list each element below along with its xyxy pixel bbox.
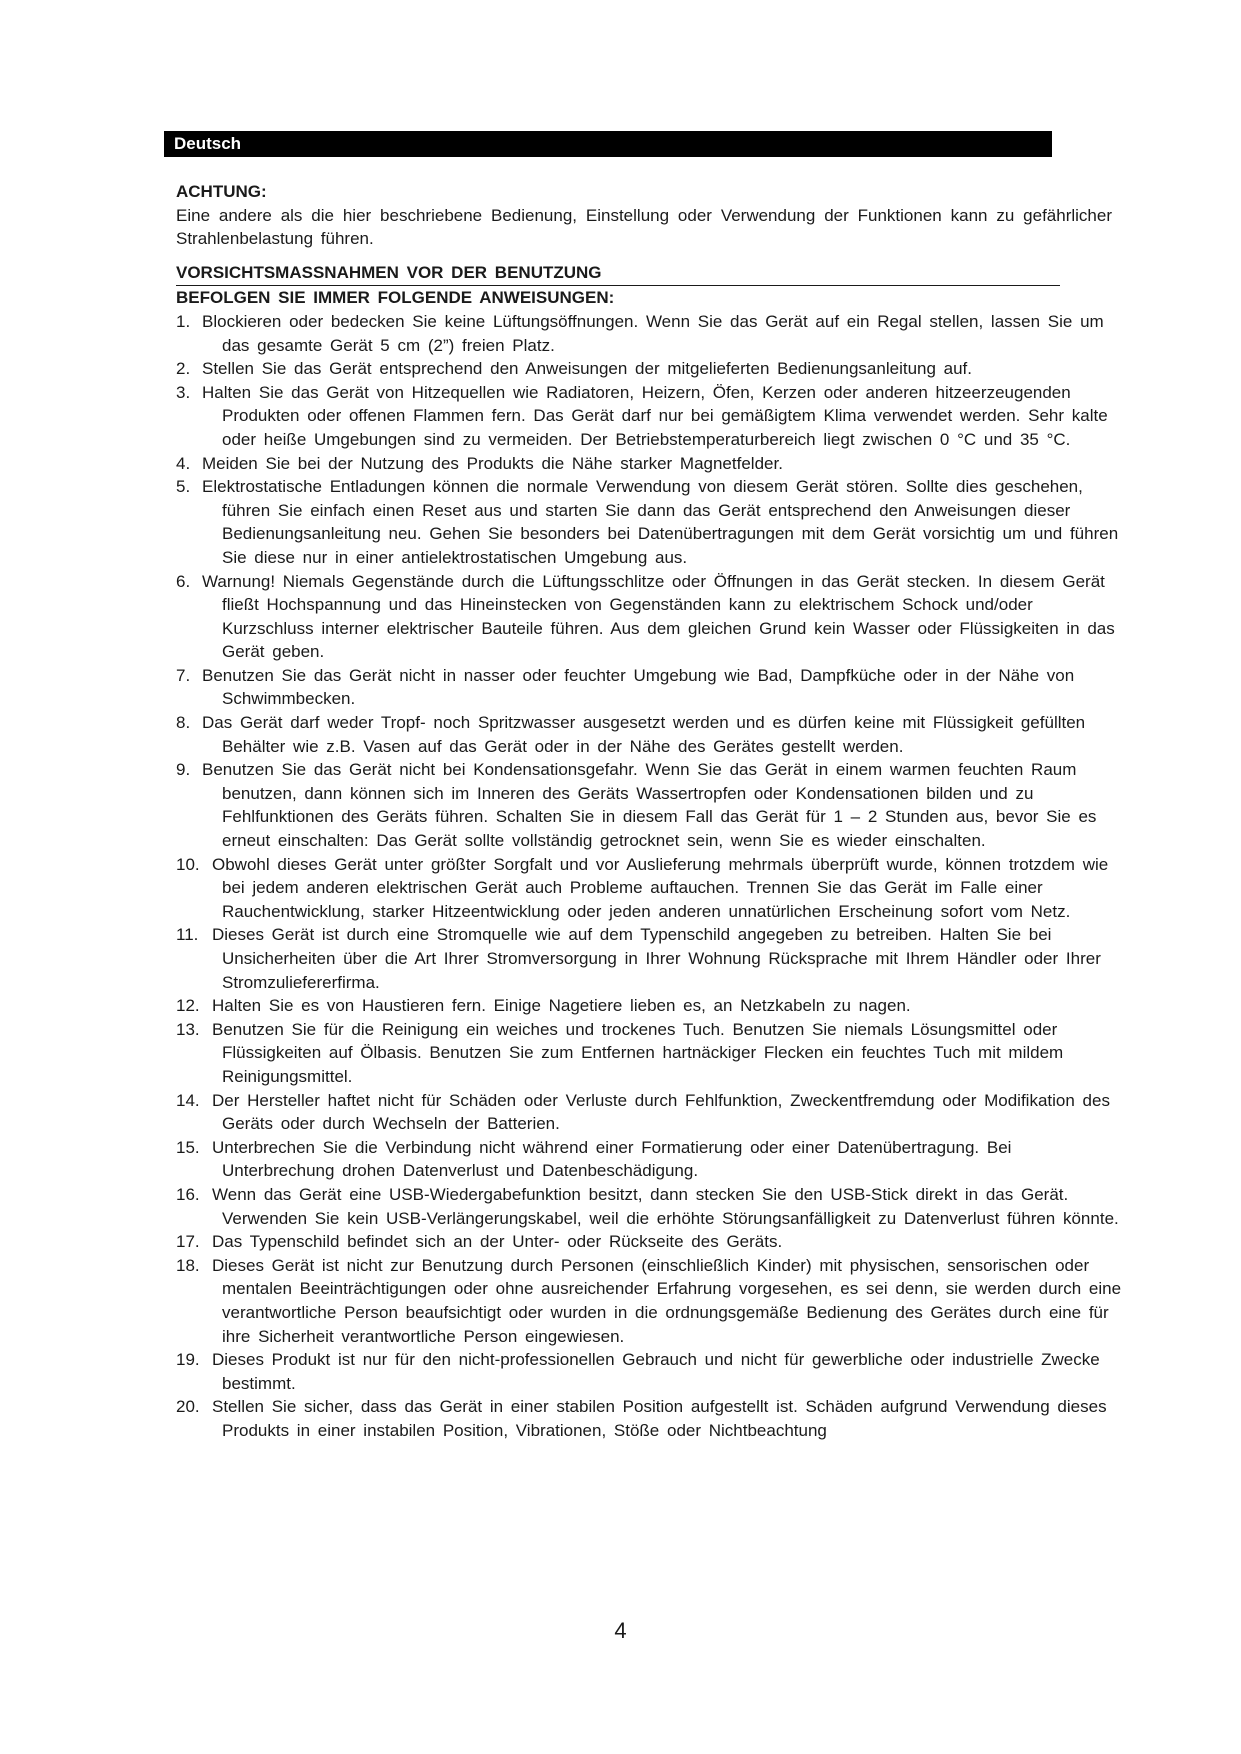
list-item xyxy=(176,1395,1122,1442)
list-item-text: Stellen Sie sicher, dass das Gerät in einer stabilen Position aufgestellt ist. Schäden aufgrund Verwendung dieses Produkts in einer instabilen Position, Vibrationen, Stöße oder Nichtbeachtung xyxy=(212,1397,1107,1440)
list-item xyxy=(176,1230,1122,1254)
list-item-number: 18. xyxy=(176,1255,200,1275)
list-item xyxy=(176,475,1122,569)
list-item-number: 17. xyxy=(176,1232,200,1252)
list-item xyxy=(176,664,1122,711)
list-item-number: 7. xyxy=(176,665,191,685)
list-item-text: Blockieren oder bedecken Sie keine Lüftungsöffnungen. Wenn Sie das Gerät auf ein Regal stellen, lassen Sie um das gesamte Gerät 5 cm (2”) freien Platz. xyxy=(202,311,1104,355)
list-item xyxy=(176,1089,1122,1136)
list-item-text: Dieses Gerät ist nicht zur Benutzung durch Personen (einschließlich Kinder) mit physischen, sensorischen oder mentalen Beeinträchtigungen oder ohne ausreichender Erfahrung vorgesehen, es sei denn, sie werden durch eine verantwortliche Person beaufsichtigt oder wurden in die ordnungsgemäße Bedienung des Gerätes durch eine für ihre Sicherheit verantwortliche Person eingewiesen. xyxy=(212,1255,1122,1346)
list-item-text: Benutzen Sie das Gerät nicht in nasser oder feuchter Umgebung wie Bad, Dampfküche oder in der Nähe von Schwimmbecken. xyxy=(202,665,1075,709)
list-item xyxy=(176,853,1122,924)
list-item xyxy=(176,381,1122,452)
list-item xyxy=(176,1183,1122,1230)
list-item xyxy=(176,452,1122,476)
list-item-number: 15. xyxy=(176,1137,200,1157)
list-item-number: 3. xyxy=(176,382,191,402)
list-item-number: 1. xyxy=(176,311,191,331)
list-item-number: 5. xyxy=(176,477,191,497)
list-item-number: 14. xyxy=(176,1090,200,1110)
list-item-number: 12. xyxy=(176,996,200,1016)
document-body xyxy=(176,180,1122,1442)
page-number: 4 xyxy=(614,1618,627,1643)
list-item-text: Elektrostatische Entladungen können die normale Verwendung von diesem Gerät stören. Sollte dies geschehen, führen Sie einfach einen Reset aus und starten Sie dann das Gerät entsprechend den Anweisungen dieser Bedienungsanleitung neu. Gehen Sie besonders bei Datenübertragungen mit dem Gerät vorsichtig um und führen Sie diese nur in einer antielektrostatischen Umgebung aus. xyxy=(202,477,1119,567)
list-item-text: Wenn das Gerät eine USB-Wiedergabefunktion besitzt, dann stecken Sie den USB-Stick direkt in das Gerät. Verwenden Sie kein USB-Verlängerungskabel, weil die erhöhte Störungsanfälligkeit zu Datenverlust führen könnte. xyxy=(212,1184,1119,1228)
list-item xyxy=(176,570,1122,664)
list-item-number: 8. xyxy=(176,713,191,733)
list-item xyxy=(176,758,1122,852)
list-item-number: 20. xyxy=(176,1397,200,1417)
list-item-text: Dieses Gerät ist durch eine Stromquelle wie auf dem Typenschild angegeben zu betreiben. Halten Sie bei Unsicherheiten über die Art Ihrer Stromversorgung in Ihrer Wohnung Rücksprache mit Ihrem Händler oder Ihrer Stromzuliefererfirma. xyxy=(212,925,1101,992)
list-item-number: 6. xyxy=(176,571,191,591)
list-item-number: 9. xyxy=(176,760,191,780)
list-item-number: 10. xyxy=(176,854,200,874)
list-item-text: Obwohl dieses Gerät unter größter Sorgfalt und vor Auslieferung mehrmals überprüft wurde, können trotzdem wie bei jedem anderen elektrischen Gerät auch Probleme auftauchen. Trennen Sie das Gerät im Falle einer Rauchentwicklung, starker Hitzeentwicklung oder jeden anderen unnatürlichen Erscheinung sofort vom Netz. xyxy=(212,854,1109,921)
section-language-bar: Deutsch xyxy=(164,131,1052,157)
list-item-text: Halten Sie es von Haustieren fern. Einige Nagetiere lieben es, an Netzkabeln zu nagen. xyxy=(212,996,911,1016)
list-item-text: Stellen Sie das Gerät entsprechend den Anweisungen der mitgelieferten Bedienungsanleitung auf. xyxy=(202,359,973,379)
list-item xyxy=(176,1254,1122,1348)
precautions-heading: VORSICHTSMASSNAHMEN VOR DER BENUTZUNG xyxy=(176,261,1060,287)
list-item-number: 16. xyxy=(176,1184,200,1204)
list-item-text: Warnung! Niemals Gegenstände durch die Lüftungsschlitze oder Öffnungen in das Gerät stecken. In diesem Gerät fließt Hochspannung und das Hineinstecken von Gegenständen kann zu elektrischem Schock und/oder Kurzschluss interner elektrischer Bauteile führen. Aus dem gleichen Grund kein Wasser oder Flüssigkeiten in das Gerät geben. xyxy=(202,571,1115,662)
list-item-text: Das Typenschild befindet sich an der Unter- oder Rückseite des Geräts. xyxy=(212,1232,783,1252)
list-item xyxy=(176,1018,1122,1089)
list-item-text: Dieses Produkt ist nur für den nicht-professionellen Gebrauch und nicht für gewerbliche oder industrielle Zwecke bestimmt. xyxy=(212,1350,1100,1393)
list-item-number: 13. xyxy=(176,1019,200,1039)
list-item xyxy=(176,711,1122,758)
achtung-text: Eine andere als die hier beschriebene Bedienung, Einstellung oder Verwendung der Funktionen kann zu gefährlicher Strahlenbelastung führen. xyxy=(176,205,1112,249)
list-item-text: Benutzen Sie für die Reinigung ein weiches und trockenes Tuch. Benutzen Sie niemals Lösungsmittel oder Flüssigkeiten auf Ölbasis. Benutzen Sie zum Entfernen hartnäckiger Flecken ein feuchtes Tuch mit mildem Reinigungsmittel. xyxy=(212,1019,1064,1086)
list-item xyxy=(176,357,1122,381)
list-item-number: 2. xyxy=(176,359,191,379)
list-item xyxy=(176,1348,1122,1395)
achtung-heading: ACHTUNG: xyxy=(176,182,267,201)
list-item-number: 4. xyxy=(176,453,191,473)
list-item xyxy=(176,310,1122,357)
list-item-text: Unterbrechen Sie die Verbindung nicht während einer Formatierung oder einer Datenübertragung. Bei Unterbrechung drohen Datenverlust und Datenbeschädigung. xyxy=(212,1137,1012,1181)
list-item-text: Das Gerät darf weder Tropf- noch Spritzwasser ausgesetzt werden und es dürfen keine mit Flüssigkeit gefüllten Behälter wie z.B. Vasen auf das Gerät oder in der Nähe des Gerätes gestellt werden. xyxy=(202,713,1086,756)
list-item-text: Der Hersteller haftet nicht für Schäden oder Verluste durch Fehlfunktion, Zweckentfremdung oder Modifikation des Geräts oder durch Wechseln der Batterien. xyxy=(212,1090,1110,1134)
list-item xyxy=(176,923,1122,994)
list-item-text: Meiden Sie bei der Nutzung des Produkts die Nähe starker Magnetfelder. xyxy=(202,453,783,473)
precautions-list xyxy=(176,310,1122,1443)
precautions-subheading: BEFOLGEN SIE IMMER FOLGENDE ANWEISUNGEN: xyxy=(176,288,615,308)
list-item-text: Halten Sie das Gerät von Hitzequellen wie Radiatoren, Heizern, Öfen, Kerzen oder anderen hitzeerzeugenden Produkten oder offenen Flammen fern. Das Gerät darf nur bei gemäßigtem Klima verwendet werden. Sehr kalte oder heiße Umgebungen sind zu vermeiden. Der Betriebstemperaturbereich liegt zwischen 0 °C und 35 °C. xyxy=(202,382,1108,449)
list-item xyxy=(176,1136,1122,1183)
list-item-text: Benutzen Sie das Gerät nicht bei Kondensationsgefahr. Wenn Sie das Gerät in einem warmen feuchten Raum benutzen, dann können sich im Inneren des Geräts Wassertropfen oder Kondensationen bilden und zu Fehlfunktionen des Geräts führen. Schalten Sie in diesem Fall das Gerät für 1 – 2 Stunden aus, bevor Sie es erneut einschalten: Das Gerät sollte vollständig getrocknet sein, wenn Sie es wieder einschalten. xyxy=(202,760,1097,851)
list-item-number: 11. xyxy=(176,925,199,945)
list-item-number: 19. xyxy=(176,1350,200,1370)
list-item xyxy=(176,994,1122,1018)
